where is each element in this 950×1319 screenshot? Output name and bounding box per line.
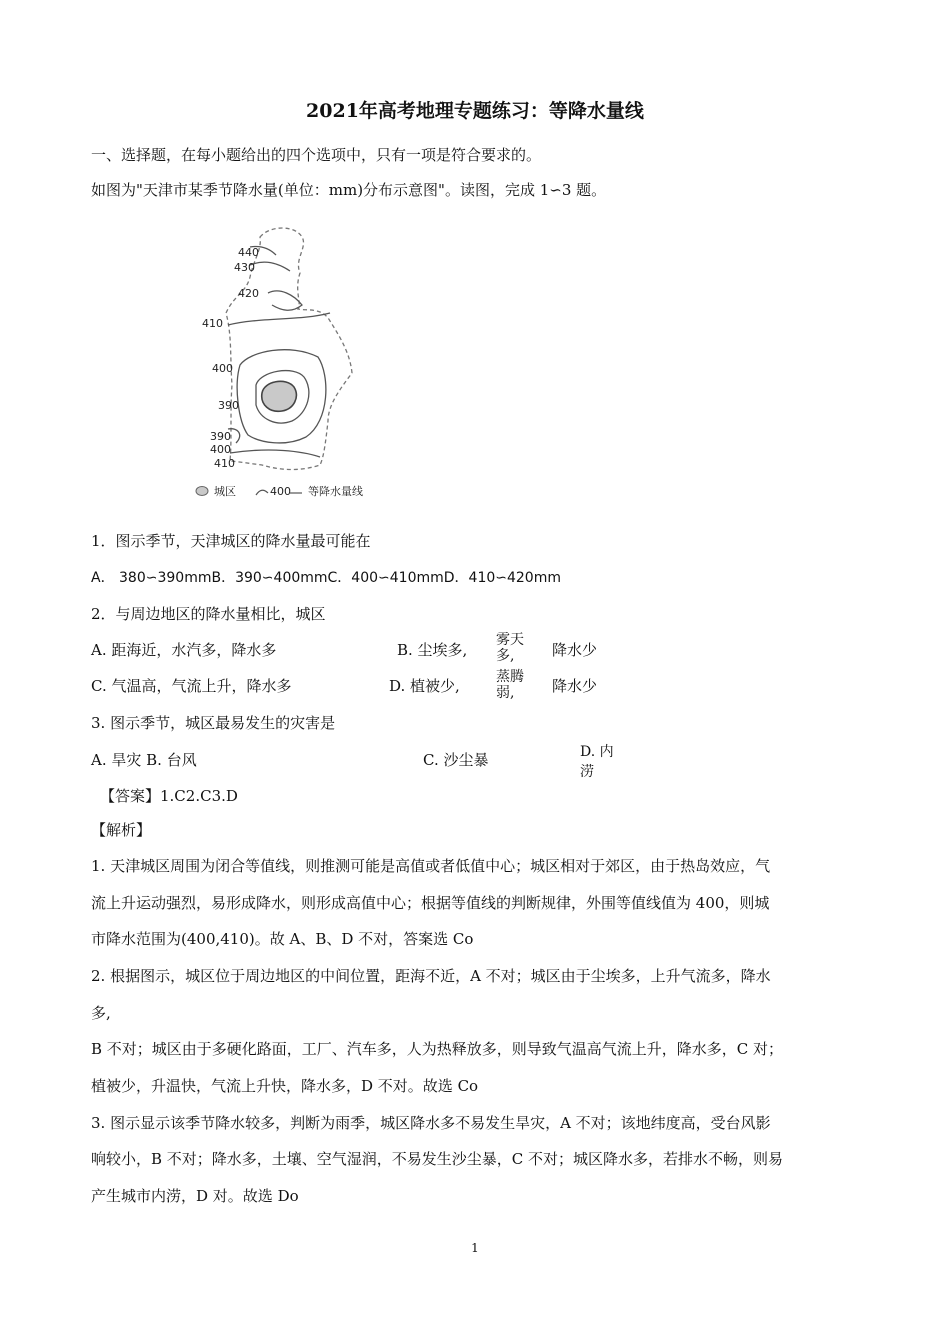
- city-area: [262, 381, 297, 411]
- legend-isoline-swatch: [256, 490, 268, 495]
- legend-city-label: 城区: [214, 485, 236, 498]
- precipitation-map: [190, 225, 390, 510]
- q2-option-b-part1: B. 尘埃多,: [397, 641, 468, 659]
- analysis-p2-line3: B 不对；城区由于多硬化路面，工厂、汽车多，人为热释放多，则导致气温高气流上升，降水多，C 对；: [91, 1040, 784, 1058]
- page-number: 1: [471, 1241, 479, 1255]
- map-label-410: 410: [202, 317, 223, 330]
- analysis-p2-line4: 植被少，升温快，气流上升快，降水多，D 不对。故选 Co: [91, 1077, 479, 1095]
- analysis-p3-line3: 产生城市内涝，D 对。故选 Do: [91, 1187, 299, 1205]
- q1-stem: 1．图示季节，天津城区的降水量最可能在: [91, 532, 371, 550]
- isoline-420: [268, 291, 302, 310]
- map-label-440: 440: [238, 246, 259, 259]
- page-title: 2021年高考地理专题练习：等降水量线: [306, 100, 644, 122]
- map-label-400-south: 400: [210, 443, 231, 456]
- isoline-410-south: [230, 450, 320, 457]
- analysis-p2-line1: 2. 根据图示，城区位于周边地区的中间位置，距海不近，A 不对；城区由于尘埃多，上升气流多，降水: [91, 967, 771, 985]
- q3-stem: 3. 图示季节，城区最易发生的灾害是: [91, 714, 336, 732]
- map-label-420: 420: [238, 287, 259, 300]
- q2-option-b-part3: 降水少: [552, 641, 598, 659]
- map-label-430: 430: [234, 261, 255, 274]
- answer-line: 【答案】1.C2.C3.D: [100, 787, 238, 805]
- analysis-p1-line2: 流上升运动强烈，易形成降水，则形成高值中心；根据等值线的判断规律，外围等值线值为 400，则城: [91, 894, 770, 912]
- map-figure: [190, 225, 390, 510]
- analysis-p2-line2: 多,: [91, 1004, 111, 1022]
- legend-city-swatch: [196, 487, 208, 496]
- map-label-390: 390: [218, 399, 239, 412]
- q2-option-c: C. 气温高，气流上升，降水多: [91, 677, 292, 695]
- analysis-p1-line1: 1. 天津城区周围为闭合等值线，则推测可能是高值或者低值中心；城区相对于郊区，由于热岛效应，气: [91, 857, 771, 875]
- q3-option-ab: A. 旱灾 B. 台风: [91, 751, 197, 769]
- section-heading: 一、选择题，在每小题给出的四个选项中，只有一项是符合要求的。: [91, 146, 542, 164]
- q2-option-d-part1: D. 植被少,: [389, 677, 460, 695]
- analysis-p1-line3: 市降水范围为(400,410)。故 A、B、D 不对，答案选 Co: [91, 930, 474, 948]
- q3-option-d-part1: D. 内: [580, 744, 614, 760]
- analysis-heading: 【解析】: [91, 821, 152, 839]
- legend-isoline-label: 等降水量线: [308, 485, 363, 498]
- q2-option-b-part2: 雾天多,: [496, 632, 524, 664]
- map-label-390-south: 390: [210, 430, 231, 443]
- map-label-410-south: 410: [214, 457, 235, 470]
- q2-option-d-part2: 蒸腾弱,: [496, 669, 524, 701]
- analysis-p3-line1: 3. 图示显示该季节降水较多，判断为雨季，城区降水多不易发生旱灾，A 不对；该地纬度高，受台风影: [91, 1114, 771, 1132]
- map-label-400: 400: [212, 362, 233, 375]
- q3-option-d-part2: 涝: [580, 764, 594, 780]
- legend-isoline-value: 400: [270, 485, 291, 498]
- q2-stem: 2．与周边地区的降水量相比，城区: [91, 605, 326, 623]
- q2-option-a: A. 距海近，水汽多，降水多: [91, 641, 277, 659]
- analysis-p3-line2: 响较小，B 不对；降水多，土壤、空气湿润，不易发生沙尘暴，C 不对；城区降水多，若排水不畅，则易: [91, 1150, 784, 1168]
- q1-options: A． 380∽390mmB．390∽400mmC．400∽410mmD．410∽420mm: [91, 570, 561, 586]
- q3-option-c: C. 沙尘暴: [423, 751, 489, 769]
- intro-text: 如图为"天津市某季节降水量(单位：mm)分布示意图"。读图，完成 1∽3 题。: [91, 181, 607, 199]
- q2-option-d-part3: 降水少: [552, 677, 598, 695]
- isoline-430: [250, 262, 290, 271]
- isoline-410: [228, 313, 330, 325]
